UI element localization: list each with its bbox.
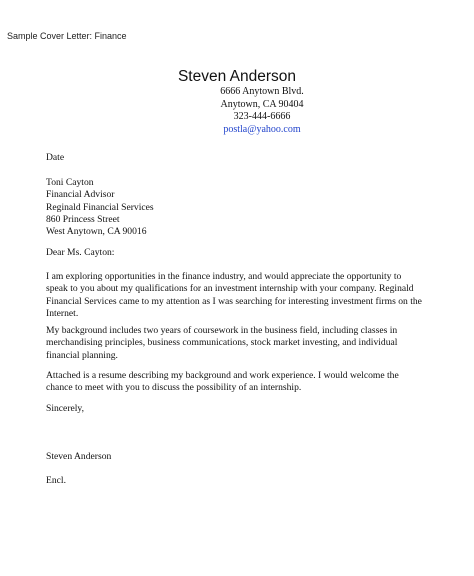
sender-address: 6666 Anytown Blvd. <box>220 86 304 97</box>
sender-name: Steven Anderson <box>177 68 297 85</box>
paragraph-line: My background includes two years of coursework in the business field, including classes in <box>46 325 398 336</box>
recipient-company: Reginald Financial Services <box>46 201 154 213</box>
paragraph-2 <box>46 325 446 362</box>
salutation: Dear Ms. Cayton: <box>46 247 115 258</box>
signature-name: Steven Anderson <box>46 451 112 462</box>
paragraph-line: I am exploring opportunities in the finance industry, and would appreciate the opportunity to <box>46 271 402 282</box>
paragraph-line: chance to meet with you to discuss the possibility of an internship. <box>46 382 302 394</box>
recipient-name: Toni Cayton <box>46 177 94 188</box>
sender-city: Anytown, CA 90404 <box>220 98 304 110</box>
enclosure-note: Encl. <box>46 475 66 486</box>
paragraph-1 <box>46 271 446 320</box>
paragraph-line: Internet. <box>46 307 79 319</box>
sender-phone: 323-444-6666 <box>233 111 291 122</box>
paragraph-line: merchandising principles, business communications, stock market investing, and individual <box>46 337 398 349</box>
recipient-street: 860 Princess Street <box>46 213 120 225</box>
paragraph-line: Attached is a resume describing my background and work experience. I would welcome the <box>46 370 399 381</box>
closing: Sincerely, <box>46 403 85 414</box>
recipient-title: Financial Advisor <box>46 189 115 201</box>
document-label: Sample Cover Letter: Finance <box>7 31 127 41</box>
paragraph-line: financial planning. <box>46 349 118 361</box>
paragraph-3 <box>46 370 446 395</box>
recipient-block <box>46 177 446 238</box>
paragraph-line: speak to you about my qualifications for an investment internship with your company. Reginald <box>46 283 414 295</box>
recipient-city: West Anytown, CA 90016 <box>46 226 147 238</box>
letter-date: Date <box>46 152 65 163</box>
sender-email[interactable]: postla@yahoo.com <box>223 123 301 135</box>
paragraph-line: Financial Services came to my attention as I was searching for interesting investment firms on the <box>46 295 422 307</box>
letterhead <box>0 67 474 136</box>
